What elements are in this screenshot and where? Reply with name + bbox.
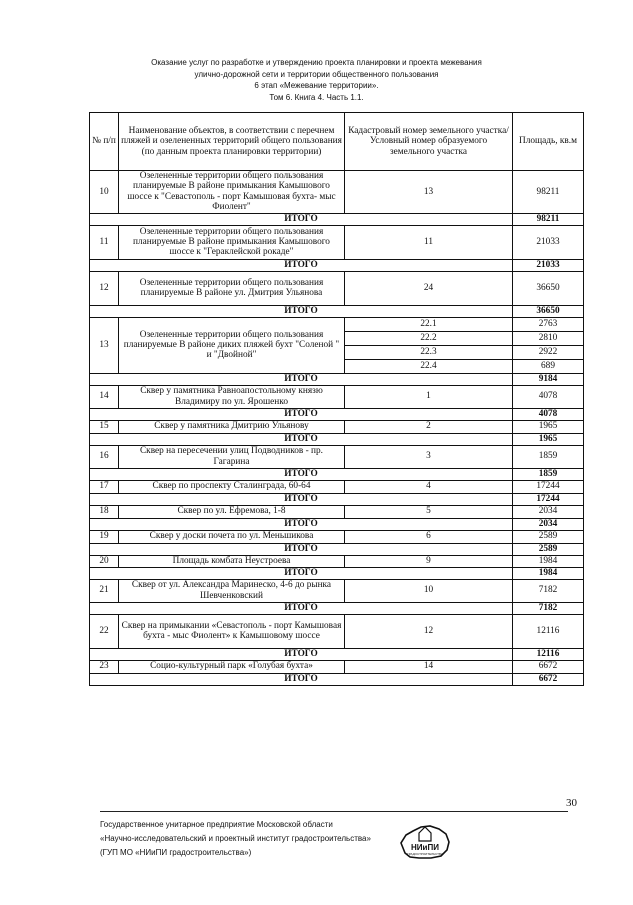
total-label: ИТОГО — [90, 259, 513, 271]
row-area: 689 — [513, 359, 584, 373]
total-value: 4078 — [513, 408, 584, 420]
row-cadastral: 22.1 — [345, 317, 513, 331]
row-num: 11 — [90, 225, 119, 259]
total-label: ИТОГО — [90, 567, 513, 579]
footer-divider — [100, 811, 568, 812]
header-line-4: Том 6. Книга 4. Часть 1.1. — [269, 92, 364, 102]
header-num: № п/п — [90, 113, 119, 171]
total-row — [90, 468, 584, 480]
row-name: Озелененные территории общего пользования планируемые В районе диких пляжей бухт "Соленой " и "Двойной" — [119, 317, 345, 373]
row-name: Сквер у памятника Равноапостольному князю Владимиру по ул. Ярошенко — [119, 385, 345, 408]
row-area: 6672 — [513, 660, 584, 673]
document-header — [0, 57, 633, 103]
row-name: Сквер на пересечении улиц Подводников - пр. Гагарина — [119, 445, 345, 468]
table-row — [90, 505, 584, 518]
table-row — [90, 480, 584, 493]
institute-logo-icon — [397, 823, 453, 861]
header-line-3: 6 этап «Межевание территории». — [254, 81, 379, 90]
row-area: 4078 — [513, 385, 584, 408]
total-row — [90, 408, 584, 420]
row-num: 14 — [90, 385, 119, 408]
table-row — [90, 614, 584, 648]
table-row — [90, 271, 584, 305]
total-value: 7182 — [513, 602, 584, 614]
total-label: ИТОГО — [90, 305, 513, 317]
row-name: Площадь комбата Неустроева — [119, 555, 345, 567]
row-num: 23 — [90, 660, 119, 673]
total-value: 1965 — [513, 433, 584, 445]
table-row — [90, 317, 584, 331]
header-cadastral: Кадастровый номер земельного участка/ Условный номер образуемого земельного участка — [345, 113, 513, 171]
table-row — [90, 530, 584, 543]
row-cadastral: 22.4 — [345, 359, 513, 373]
total-value: 21033 — [513, 259, 584, 271]
header-name: Наименование объектов, в соответствии с перечнем пляжей и озелененных территорий общего пользования (по данным проекта планировки территории) — [119, 113, 345, 171]
total-value: 6672 — [513, 673, 584, 685]
row-cadastral: 22.3 — [345, 345, 513, 359]
row-name: Сквер у доски почета по ул. Меньшикова — [119, 530, 345, 543]
row-cadastral: 12 — [345, 614, 513, 648]
table-row — [90, 445, 584, 468]
total-value: 2589 — [513, 543, 584, 555]
total-value: 9184 — [513, 373, 584, 385]
total-label: ИТОГО — [90, 373, 513, 385]
row-area: 2763 — [513, 317, 584, 331]
footer-line-3: (ГУП МО «НИиПИ градостроительства») — [100, 848, 252, 857]
table-header-row — [90, 113, 584, 171]
row-cadastral: 4 — [345, 480, 513, 493]
row-num: 15 — [90, 420, 119, 433]
row-cadastral: 14 — [345, 660, 513, 673]
table-row — [90, 225, 584, 259]
row-num: 18 — [90, 505, 119, 518]
total-label: ИТОГО — [90, 493, 513, 505]
row-area: 2810 — [513, 331, 584, 345]
logo-text: НИиПИ — [411, 843, 439, 852]
total-row — [90, 433, 584, 445]
total-value: 17244 — [513, 493, 584, 505]
footer-line-2: «Научно-исследовательский и проектный институт градостроительства» — [100, 834, 371, 843]
total-row — [90, 567, 584, 579]
row-cadastral: 10 — [345, 579, 513, 602]
table-row — [90, 660, 584, 673]
row-name: Озелененные территории общего пользования планируемые В районе примыкания Камышового шоссе к "Гераклейской рокаде" — [119, 225, 345, 259]
header-line-2: улично-дорожной сети и территории общественного пользования — [194, 69, 439, 79]
row-num: 21 — [90, 579, 119, 602]
total-row — [90, 259, 584, 271]
row-num: 19 — [90, 530, 119, 543]
total-label: ИТОГО — [90, 213, 513, 225]
row-area: 2589 — [513, 530, 584, 543]
table-row — [90, 171, 584, 214]
row-name: Озелененные территории общего пользования планируемые В районе ул. Дмитрия Ульянова — [119, 271, 345, 305]
total-row — [90, 673, 584, 685]
total-value: 1984 — [513, 567, 584, 579]
row-name: Сквер на примыкании «Севастополь - порт Камышовая бухта - мыс Фиолент» к Камышовому шоссе — [119, 614, 345, 648]
total-value: 2034 — [513, 518, 584, 530]
row-area: 17244 — [513, 480, 584, 493]
row-num: 12 — [90, 271, 119, 305]
total-value: 98211 — [513, 213, 584, 225]
row-num: 10 — [90, 171, 119, 214]
total-row — [90, 543, 584, 555]
row-cadastral: 11 — [345, 225, 513, 259]
row-area: 36650 — [513, 271, 584, 305]
row-area: 98211 — [513, 171, 584, 214]
page-number: 30 — [566, 797, 577, 809]
total-label: ИТОГО — [90, 433, 513, 445]
row-cadastral: 3 — [345, 445, 513, 468]
total-value: 36650 — [513, 305, 584, 317]
row-area: 21033 — [513, 225, 584, 259]
total-row — [90, 305, 584, 317]
row-name: Сквер по проспекту Сталинграда, 60-64 — [119, 480, 345, 493]
total-value: 1859 — [513, 468, 584, 480]
row-area: 1859 — [513, 445, 584, 468]
row-cadastral: 9 — [345, 555, 513, 567]
header-area: Площадь, кв.м — [513, 113, 584, 171]
row-num: 17 — [90, 480, 119, 493]
row-name: Сквер от ул. Александра Маринеско, 4-6 до рынка Шевченковский — [119, 579, 345, 602]
total-row — [90, 602, 584, 614]
row-name: Сквер по ул. Ефремова, 1-8 — [119, 505, 345, 518]
total-row — [90, 493, 584, 505]
total-row — [90, 518, 584, 530]
row-cadastral: 5 — [345, 505, 513, 518]
row-area: 1965 — [513, 420, 584, 433]
row-name: Социо-культурный парк «Голубая бухта» — [119, 660, 345, 673]
total-label: ИТОГО — [90, 673, 513, 685]
row-cadastral: 2 — [345, 420, 513, 433]
table-row — [90, 579, 584, 602]
row-cadastral: 6 — [345, 530, 513, 543]
total-label: ИТОГО — [90, 518, 513, 530]
table-row — [90, 555, 584, 567]
total-label: ИТОГО — [90, 602, 513, 614]
row-num: 22 — [90, 614, 119, 648]
row-num: 16 — [90, 445, 119, 468]
total-row — [90, 213, 584, 225]
row-name: Сквер у памятника Дмитрию Ульянову — [119, 420, 345, 433]
total-label: ИТОГО — [90, 543, 513, 555]
table-row — [90, 385, 584, 408]
table-row — [90, 420, 584, 433]
row-cadastral: 1 — [345, 385, 513, 408]
row-cadastral: 13 — [345, 171, 513, 214]
total-row — [90, 373, 584, 385]
document-footer — [100, 818, 371, 860]
header-line-1: Оказание услуг по разработке и утверждению проекта планировки и проекта межевания — [151, 58, 482, 67]
footer-line-1: Государственное унитарное предприятие Московской области — [100, 820, 333, 829]
row-area: 12116 — [513, 614, 584, 648]
total-label: ИТОГО — [90, 468, 513, 480]
row-cadastral: 24 — [345, 271, 513, 305]
total-value: 12116 — [513, 648, 584, 660]
row-num: 20 — [90, 555, 119, 567]
total-label: ИТОГО — [90, 648, 513, 660]
row-name: Озелененные территории общего пользования планируемые В районе примыкания Камышового шоссе к "Севастополь - порт Камышовая бухта- мыс Фиолент" — [119, 171, 345, 214]
land-plots-table — [89, 112, 584, 686]
total-row — [90, 648, 584, 660]
row-area: 1984 — [513, 555, 584, 567]
row-area: 2922 — [513, 345, 584, 359]
row-area: 2034 — [513, 505, 584, 518]
logo-subtext: ГРАДОСТРОИТЕЛЬСТВА — [407, 852, 443, 856]
row-cadastral: 22.2 — [345, 331, 513, 345]
row-area: 7182 — [513, 579, 584, 602]
total-label: ИТОГО — [90, 408, 513, 420]
row-num: 13 — [90, 317, 119, 373]
